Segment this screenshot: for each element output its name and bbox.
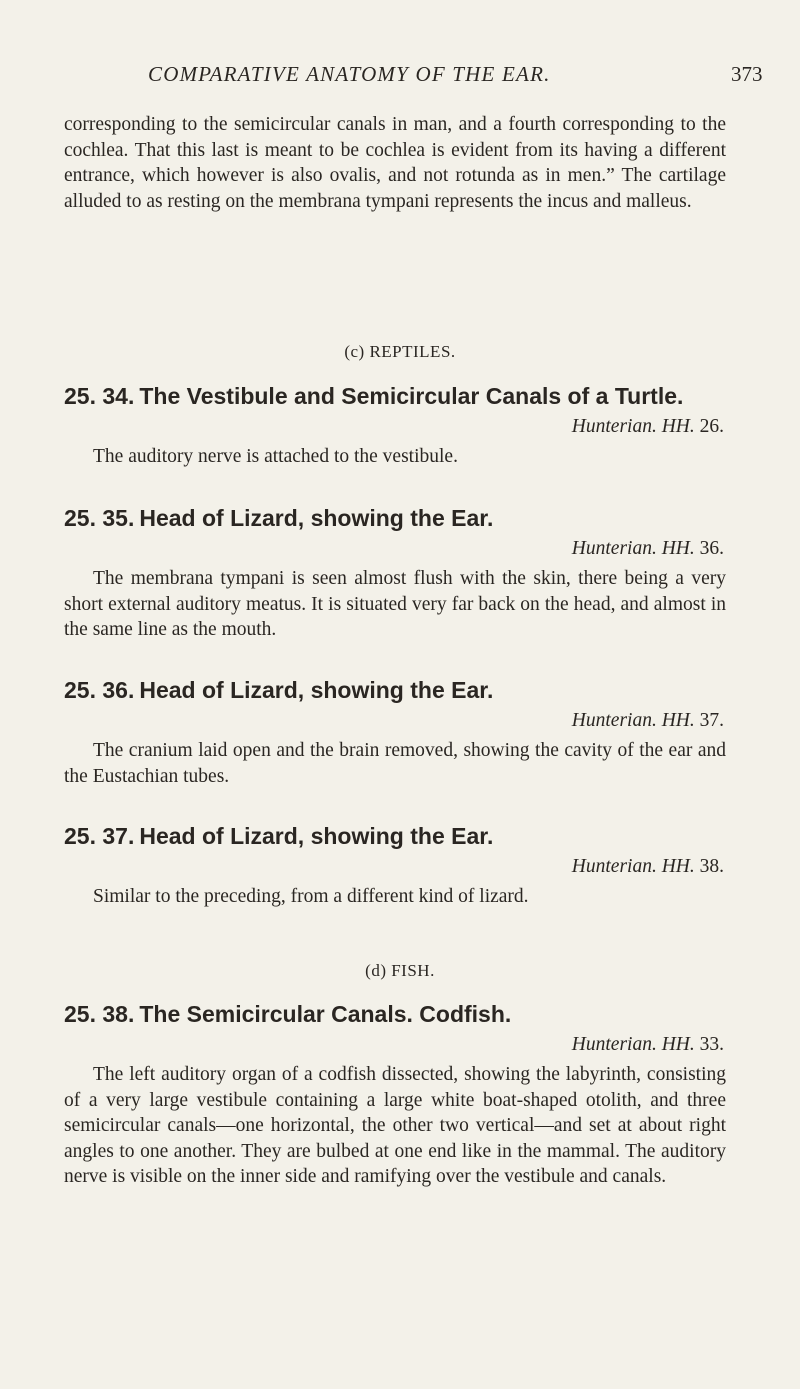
entry-title	[64, 823, 764, 850]
entry-title-text: Head of Lizard, showing the Ear.	[139, 505, 494, 531]
reference-collection: Hunterian. HH.	[571, 538, 695, 559]
running-head-title: COMPARATIVE ANATOMY OF THE EAR.	[148, 62, 551, 86]
reference-number: 26.	[699, 416, 724, 437]
page-number: 373	[731, 62, 763, 86]
reference-collection: Hunterian. HH.	[571, 710, 695, 731]
entry-reference	[572, 1034, 724, 1056]
entry-title-text: The Vestibule and Semicircular Canals of a Turtle.	[139, 383, 684, 409]
entry-title-text: Head of Lizard, showing the Ear.	[139, 823, 494, 849]
section-heading-fish: (d) FISH.	[365, 961, 435, 980]
reference-number: 36.	[699, 538, 724, 559]
intro-paragraph: corresponding to the semicircular canals in man, and a fourth corresponding to the cochlea. That this last is meant to be cochlea is evident from its having a different entrance, which however is also ovalis, and not rotunda as in men.” The cartilage alluded to as resting on the membrana tympani represents the incus and malleus.	[64, 114, 726, 212]
entry-number: 25. 35.	[64, 505, 135, 531]
entry-title	[64, 383, 764, 410]
entry-reference	[572, 856, 724, 878]
entry-number: 25. 37.	[64, 823, 135, 849]
reference-number: 33.	[699, 1034, 724, 1055]
entry-number: 25. 36.	[64, 677, 135, 703]
entry-title-text: Head of Lizard, showing the Ear.	[139, 677, 494, 703]
entry-description: The auditory nerve is attached to the vestibule.	[93, 446, 458, 467]
entry-reference	[572, 416, 724, 438]
reference-collection: Hunterian. HH.	[571, 856, 695, 877]
entry-description: Similar to the preceding, from a different kind of lizard.	[93, 886, 529, 907]
entry-title	[64, 1001, 764, 1028]
entry-title-text: The Semicircular Canals. Codfish.	[139, 1001, 512, 1027]
running-head	[0, 62, 800, 92]
section-heading-reptiles: (c) REPTILES.	[344, 342, 456, 361]
entry-description: The left auditory organ of a codfish dissected, showing the labyrinth, consisting of a very large vestibule containing a large white boat-shaped otolith, and three semicircular canals—one horizontal, the other two vertical—and set at about right angles to one another. They are bulbed at one end like in the mammal. The auditory nerve is visible on the inner side and ramifying over the vestibule and canals.	[64, 1064, 726, 1187]
entry-description: The membrana tympani is seen almost flush with the skin, there being a very short external auditory meatus. It is situated very far back on the head, and almost in the same line as the mouth.	[64, 568, 726, 640]
reference-number: 38.	[699, 856, 724, 877]
entry-number: 25. 38.	[64, 1001, 135, 1027]
entry-reference	[572, 538, 724, 560]
reference-collection: Hunterian. HH.	[571, 1034, 695, 1055]
reference-number: 37.	[699, 710, 724, 731]
reference-collection: Hunterian. HH.	[571, 416, 695, 437]
entry-title	[64, 505, 764, 532]
entry-title	[64, 677, 764, 704]
entry-description: The cranium laid open and the brain removed, showing the cavity of the ear and the Eustachian tubes.	[64, 740, 726, 787]
entry-number: 25. 34.	[64, 383, 135, 409]
entry-reference	[572, 710, 724, 732]
